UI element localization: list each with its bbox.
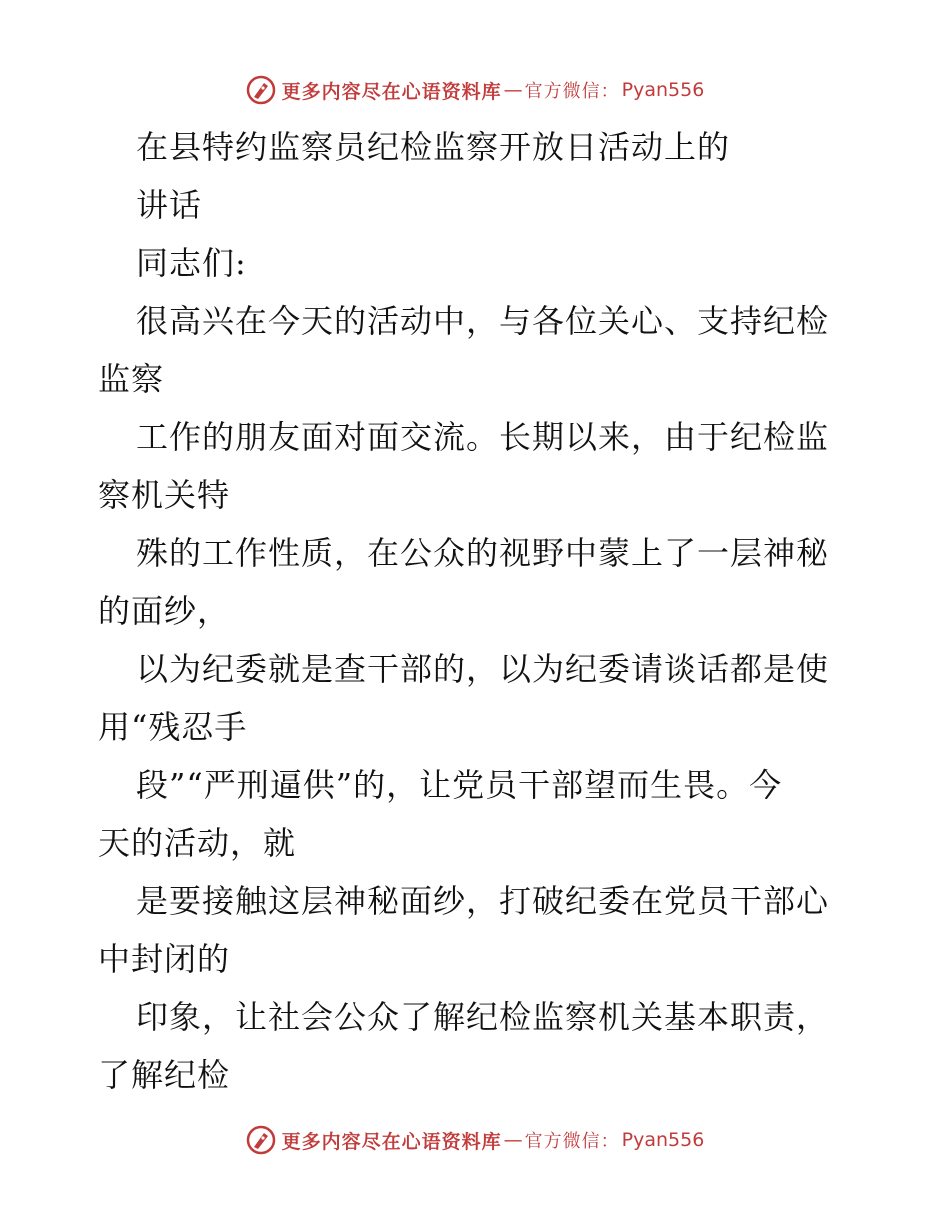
paragraph-line: 工作的朋友面对面交流。长期以来，由于纪检监 <box>136 418 830 456</box>
title-line-1: 在县特约监察员纪检监察开放日活动上的 <box>136 128 731 166</box>
paragraph-line: 天的活动，就 <box>98 824 297 862</box>
title-line-2: 讲话 <box>136 186 203 224</box>
paragraph-line: 印象，让社会公众了解纪检监察机关基本职责， <box>136 998 830 1036</box>
header-wechat-label: 官方微信： <box>524 81 620 102</box>
paragraph-line: 中封闭的 <box>98 940 231 978</box>
header-dash: — <box>503 79 523 101</box>
footer-banner <box>0 1120 950 1160</box>
paragraph-line: 很高兴在今天的活动中，与各位关心、支持纪检 <box>136 302 830 340</box>
paragraph-line: 监察 <box>98 360 165 398</box>
footer-wechat-id: Pyan556 <box>621 1129 705 1151</box>
header-promo-text: 更多内容尽在心语资料库 <box>281 80 502 103</box>
salutation: 同志们: <box>136 244 247 282</box>
pen-nib-logo-icon <box>246 1125 276 1155</box>
paragraph-line: 段”“严刑逼供”的，让党员干部望而生畏。今 <box>136 766 783 804</box>
header-banner <box>0 70 950 110</box>
paragraph-line: 了解纪检 <box>98 1056 231 1094</box>
paragraph-line: 以为纪委就是查干部的，以为纪委请谈话都是使 <box>136 650 830 688</box>
document-body <box>98 118 858 1104</box>
header-wechat-id: Pyan556 <box>621 79 705 101</box>
paragraph-line: 的面纱， <box>98 592 231 630</box>
footer-promo-text: 更多内容尽在心语资料库 <box>281 1130 502 1153</box>
paragraph-line: 是要接触这层神秘面纱，打破纪委在党员干部心 <box>136 882 830 920</box>
paragraph-line: 用“残忍手 <box>98 708 248 746</box>
footer-wechat-label: 官方微信： <box>524 1131 620 1152</box>
footer-dash: — <box>503 1129 523 1151</box>
paragraph-line: 殊的工作性质，在公众的视野中蒙上了一层神秘 <box>136 534 830 572</box>
pen-nib-logo-icon <box>246 75 276 105</box>
paragraph-line: 察机关特 <box>98 476 231 514</box>
